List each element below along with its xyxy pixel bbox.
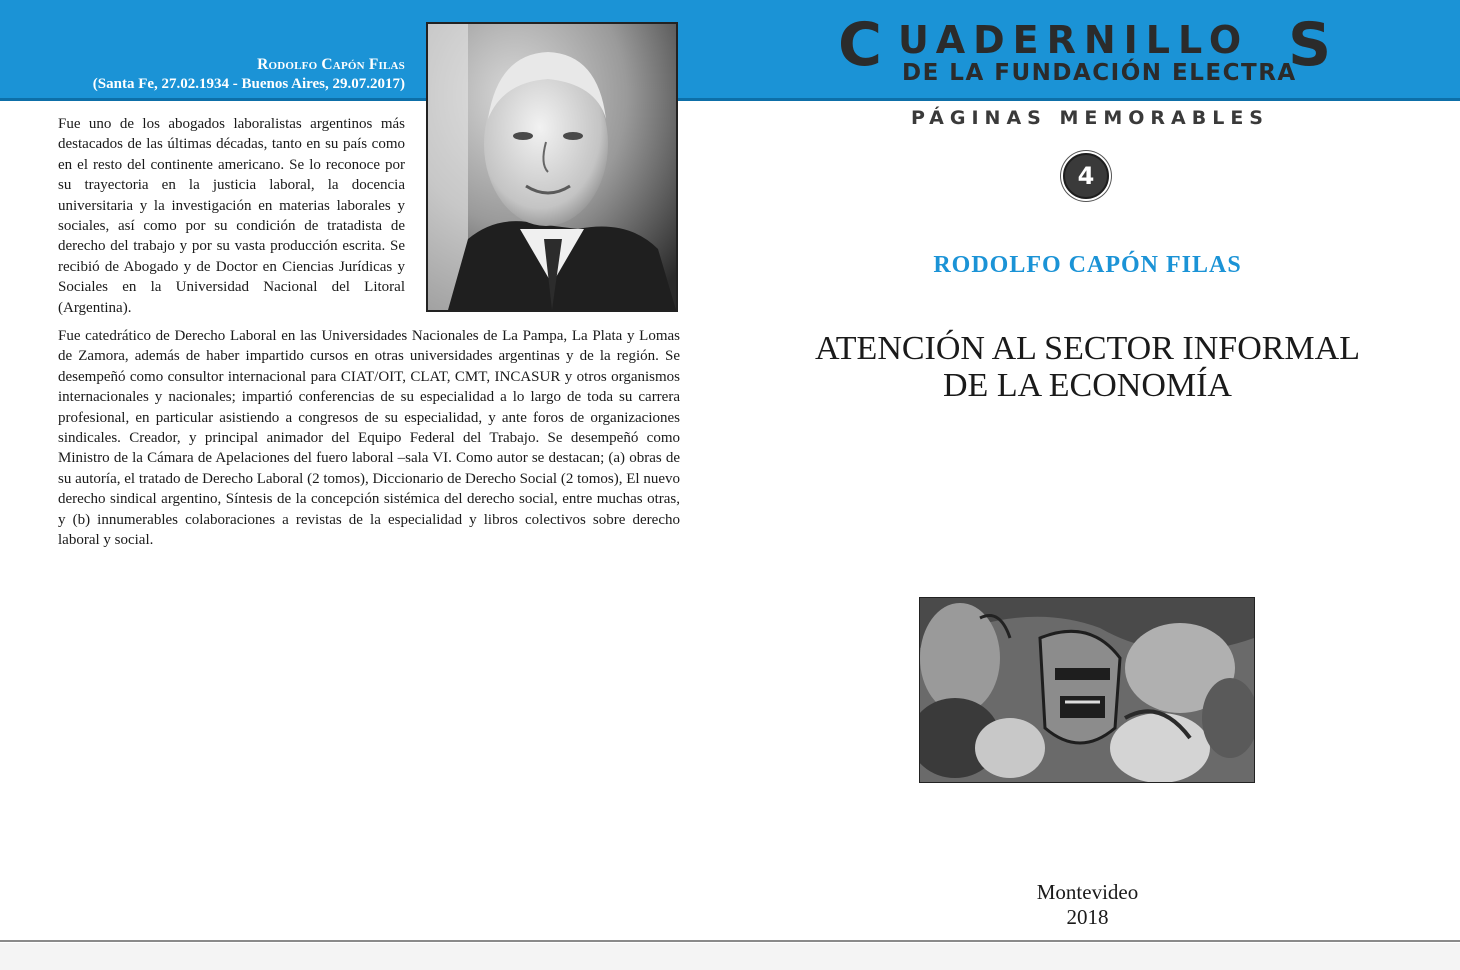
bio-paragraph-2: Fue catedrático de Derecho Laboral en las Universidades Nacionales de La Pampa, La Plata y Lomas de Zamora, además de haber impartido cursos en otras universidades argentinas y de la región. Se desempeñó como consultor internacional para CIAT/OIT, CLAT, CMT, INCASUR y otros organismos internacionales y nacionales; impartió conferencias de su especialidad a lo largo de toda su carrera profesional, en particular asistiendo a congresos de su especialidad, y ante foros de organizaciones sindicales. Creador, y principal animador del Equipo Federal del Trabajo. Se desempeñó como Ministro de la Cámara de Apelaciones del fuero laboral –sala VI. Como autor se destacan; (a) obras de su autoría, el tratado de Derecho Laboral (2 tomos), Diccionario de Derecho Social (2 tomos), El nuevo derecho sindical argentino, Síntesis de la concepción sistémica del derecho social, entre muchas otras, y (b) innumerables colaboraciones a revistas de la especialidad y libros colectivos sobre derecho laboral y social. xyxy=(58,328,680,549)
publication-year: 2018 xyxy=(1066,905,1109,929)
issue-number-badge: 4 xyxy=(1063,153,1109,199)
bottom-divider xyxy=(0,940,1460,942)
cover-title-line-1: ATENCIÓN AL SECTOR INFORMAL xyxy=(815,330,1360,367)
author-portrait xyxy=(426,22,678,312)
cuadernillos-logo xyxy=(838,8,1338,90)
logo-final: S xyxy=(1288,10,1332,80)
logo-initial: C xyxy=(838,10,883,80)
series-name: PÁGINAS MEMORABLES xyxy=(911,107,1269,129)
bio-dates: (Santa Fe, 27.02.1934 - Buenos Aires, 29.07.2017) xyxy=(92,76,405,92)
logo-subtitle: DE LA FUNDACIÓN ELECTRA xyxy=(902,60,1297,86)
header-band-edge xyxy=(0,98,1460,101)
cover-title-line-2: DE LA ECONOMÍA xyxy=(943,367,1232,404)
cover-mural-image xyxy=(919,597,1255,783)
bio-paragraph-1: Fue uno de los abogados laboralistas argentinos más destacados de las últimas décadas, tanto en su país como en el resto del continente americano. Se lo reconoce por su trayectoria en la justicia laboral, la docencia universitaria y la investigación en materias laborales y sociales, así como por su condición de tratadista de derecho del trabajo y por su vasta producción escrita. Se recibió de Abogado y de Doctor en Ciencias Jurídicas y Sociales en la Universidad Nacional del Litoral (Argentina). xyxy=(58,116,405,316)
cover-author: RODOLFO CAPÓN FILAS xyxy=(933,252,1242,278)
publication-place: Montevideo xyxy=(1036,880,1139,904)
logo-wordmark: UADERNILLO xyxy=(898,18,1250,62)
bio-name: Rodolfo Capón Filas xyxy=(257,56,405,73)
bottom-strip xyxy=(0,943,1460,970)
cover-title xyxy=(780,330,1395,404)
